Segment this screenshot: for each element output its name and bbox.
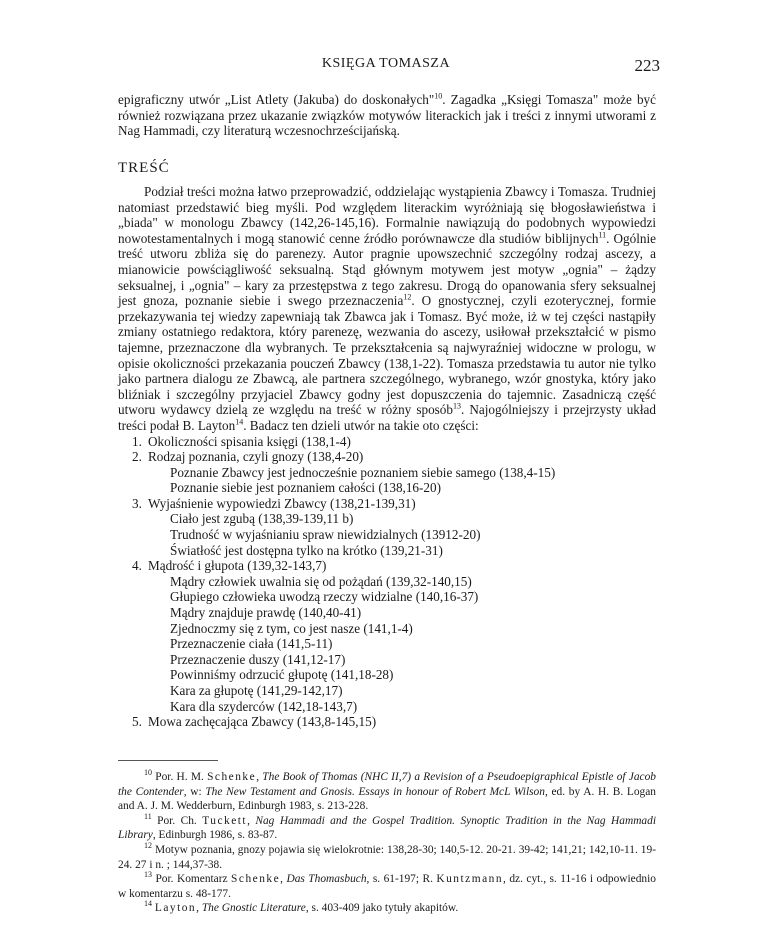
footnotes (118, 770, 656, 916)
outline-subitem: Poznanie Zbawcy jest jednocześnie poznaniem siebie samego (138,4-15) (170, 464, 556, 480)
outline-subitem: Poznanie siebie jest poznaniem całości (138,16-20) (170, 480, 441, 496)
outline-item: 2. Rodzaj poznania, czyli gnozy (138,4-20) Poznanie Zbawcy jest jednocześnie poznaniem siebie samego (138,4-15) Poznanie siebie jest poznaniem całości (138,16-20) (148, 449, 656, 496)
outline-subitem: Przeznaczenie ciała (141,5-11) (170, 636, 333, 652)
main-text-3: . O gnostycznej, czyli ezoterycznej, formie przekazywania tej wiedzy zapewniają tak Zbawca jak i Tomasz. Być może, iż w tej części nastąpiły zmiany ostatniego redaktora, który parenezę, wezwania do ascezy, usiłował przekształcić w pismo tajemne, przeznaczone dla wybranych. Te przekształcenia są najwyraźniej widoczne w prologu, w opisie okoliczności przekazania pouczeń Zbawcy (138,1-22). Tomasza przedstawia tu autor nie tylko jako partnera dialogu ze Zbawcą, ale partnera szczególnego, wybranego, wzór gnostyka, który jako bliźniak i szczególny przyjaciel Zbawcy godny jest dopuszczenia do tajemnic. Zasadniczą część utworu wydawcy dzielą ze względu na treść w różny sposób (118, 293, 656, 418)
footnote-14: $^{14}$ Layton, The Gnostic Literature, s. 403-409 jako tytuły akapitów. (144, 899, 459, 915)
outline-subitem: Światłość jest dostępna tylko na krótko (139,21-31) (170, 542, 443, 558)
intro-paragraph (118, 92, 656, 139)
outline-subitem: Zjednoczmy się z tym, co jest nasze (141,1-4) (170, 620, 413, 636)
footnote-10: $^{10}$ Por. H. M. Schenke, The Book of Thomas (NHC II,7) a Revision of a Pseudoepigraphical Epistle of Jacob the Contender, w: The New Testament and Gnosis. Essays in honour of Robert McL Wilson, ed. by A. H. B. Logan and A. J. M. Wedderburn, Edinburgh 1983, s. 213-228. (118, 768, 656, 813)
main-paragraph (118, 184, 656, 730)
main-text-5: . Badacz ten dzieli utwór na takie oto części: (243, 417, 479, 433)
running-title: KSIĘGA TOMASZA (321, 56, 451, 71)
main-text-2: . Ogólnie treść utworu zbliża się do parenezy. Autor pragnie upowszechnić szczególny rodzaj ascezy, a mianowicie powściągliwość seksualną. Stąd głównym motywem jest motyw „ognia" – żądzy seksualnej, i „ognia" – kary za przestępstwa z tego zakresu. Drogą do opanowania sfery seksualnej jest gnoza, poznanie siebie i swego przeznaczenia (118, 230, 656, 309)
outline-subitem: Kara za głupotę (141,29-142,17) (170, 683, 343, 698)
footnote-divider (118, 760, 218, 761)
footnote-ref-11[interactable]: 11 (598, 230, 607, 240)
footnote-12: $^{12}$ Motyw poznania, gnozy pojawia się wielokrotnie: 138,28-30; 140,5-12. 20-21. 39-42; 141,21; 142,10-11. 19-24. 27 i n. ; 144,37-38. (118, 841, 656, 871)
outline-subitem: Trudność w wyjaśnianiu spraw niewidzialnych (13912-20) (170, 527, 481, 543)
main-text-4: . Najogólniejszy i przejrzysty układ treści podał B. Layton (118, 402, 656, 433)
outline-subitem: Powinniśmy odrzucić głupotę (141,18-28) (170, 667, 394, 683)
footnote-ref-14[interactable]: 14 (235, 417, 244, 427)
outline-subitem: Ciało jest zgubą (138,39-139,11 b) (170, 511, 354, 527)
outline-item: 5. Mowa zachęcająca Zbawcy (143,8-145,15) (132, 714, 377, 730)
footnote-ref-13[interactable]: 13 (453, 401, 461, 411)
outline-item: 4. Mądrość i głupota (139,32-143,7) Mądry człowiek uwalnia się od pożądań (139,32-140,15) Głupiego człowieka uwodzą rzeczy widzialne (140,16-37) Mądry znajduje prawdę (140,40-41) Zjednoczmy się z tym, co jest nasze (141,1-4) Przeznaczenie ciała (141,5-11) Przeznaczenie duszy (141,12-17) Powinniśmy odrzucić głupotę (141,18-28) Kara za głupotę (141,29-142,17) Kara dla szyderców (142,18-143,7) (148, 558, 656, 714)
section-title: TREŚĆ (118, 160, 170, 176)
outline-item: 1. Okoliczności spisania księgi (138,1-4) (132, 433, 351, 449)
intro-text-1: epigraficzny utwór „List Atlety (Jakuba) do doskonałych" (118, 92, 435, 107)
outline-subitem: Mądry znajduje prawdę (140,40-41) (170, 605, 362, 621)
outline-item: 3. Wyjaśnienie wypowiedzi Zbawcy (138,21-139,31) Ciało jest zgubą (138,39-139,11 b) Trudność w wyjaśnianiu spraw niewidzialnych (13912-20) Światłość jest dostępna tylko na krótko (139,21-31) (148, 496, 656, 558)
outline-subitem: Przeznaczenie duszy (141,12-17) (170, 651, 346, 667)
outline-subitem: Głupiego człowieka uwodzą rzeczy widzialne (140,16-37) (170, 589, 479, 605)
footnote-ref-10[interactable]: 10 (434, 91, 443, 101)
footnote-11: $^{11}$ Por. Ch. Tuckett, Nag Hammadi and the Gospel Tradition. Synoptic Tradition in the Nag Hammadi Library, Edinburgh 1986, s. 83-87. (118, 811, 656, 842)
footnote-ref-12[interactable]: 12 (403, 292, 412, 302)
outline-subitem: Mądry człowiek uwalnia się od pożądań (139,32-140,15) (170, 573, 472, 589)
content-outline (118, 434, 656, 730)
page-number: 223 (634, 56, 660, 75)
footnote-13: $^{13}$ Por. Komentarz Schenke, Das Thomasbuch, s. 61-197; R. Kuntzmann, dz. cyt., s. 11-16 i odpowiednio w komentarzu s. 48-177. (118, 870, 656, 900)
main-text-1: Podział treści można łatwo przeprowadzić, oddzielając wystąpienia Zbawcy i Tomasza. Trudniej natomiast przedstawić bieg myśli. Pod względem literackim wyróżniają się błogosławieństwa i „biada" w monologu Zbawcy (142,26-145,16). Formalnie nawiązują do podobnych wypowiedzi nowotestamentalnych i mogą stanowić cenne źródło porównawcze dla studiów biblijnych (118, 184, 656, 246)
intro-text-2: . Zagadka „Księgi Tomasza" może być również rozwiązana przez ukazanie związków motywów literackich jak i treści z innymi utworami z Nag Hammadi, czy literaturą wczesnochrześcijańską. (118, 92, 656, 139)
outline-subitem: Kara dla szyderców (142,18-143,7) (170, 698, 358, 714)
